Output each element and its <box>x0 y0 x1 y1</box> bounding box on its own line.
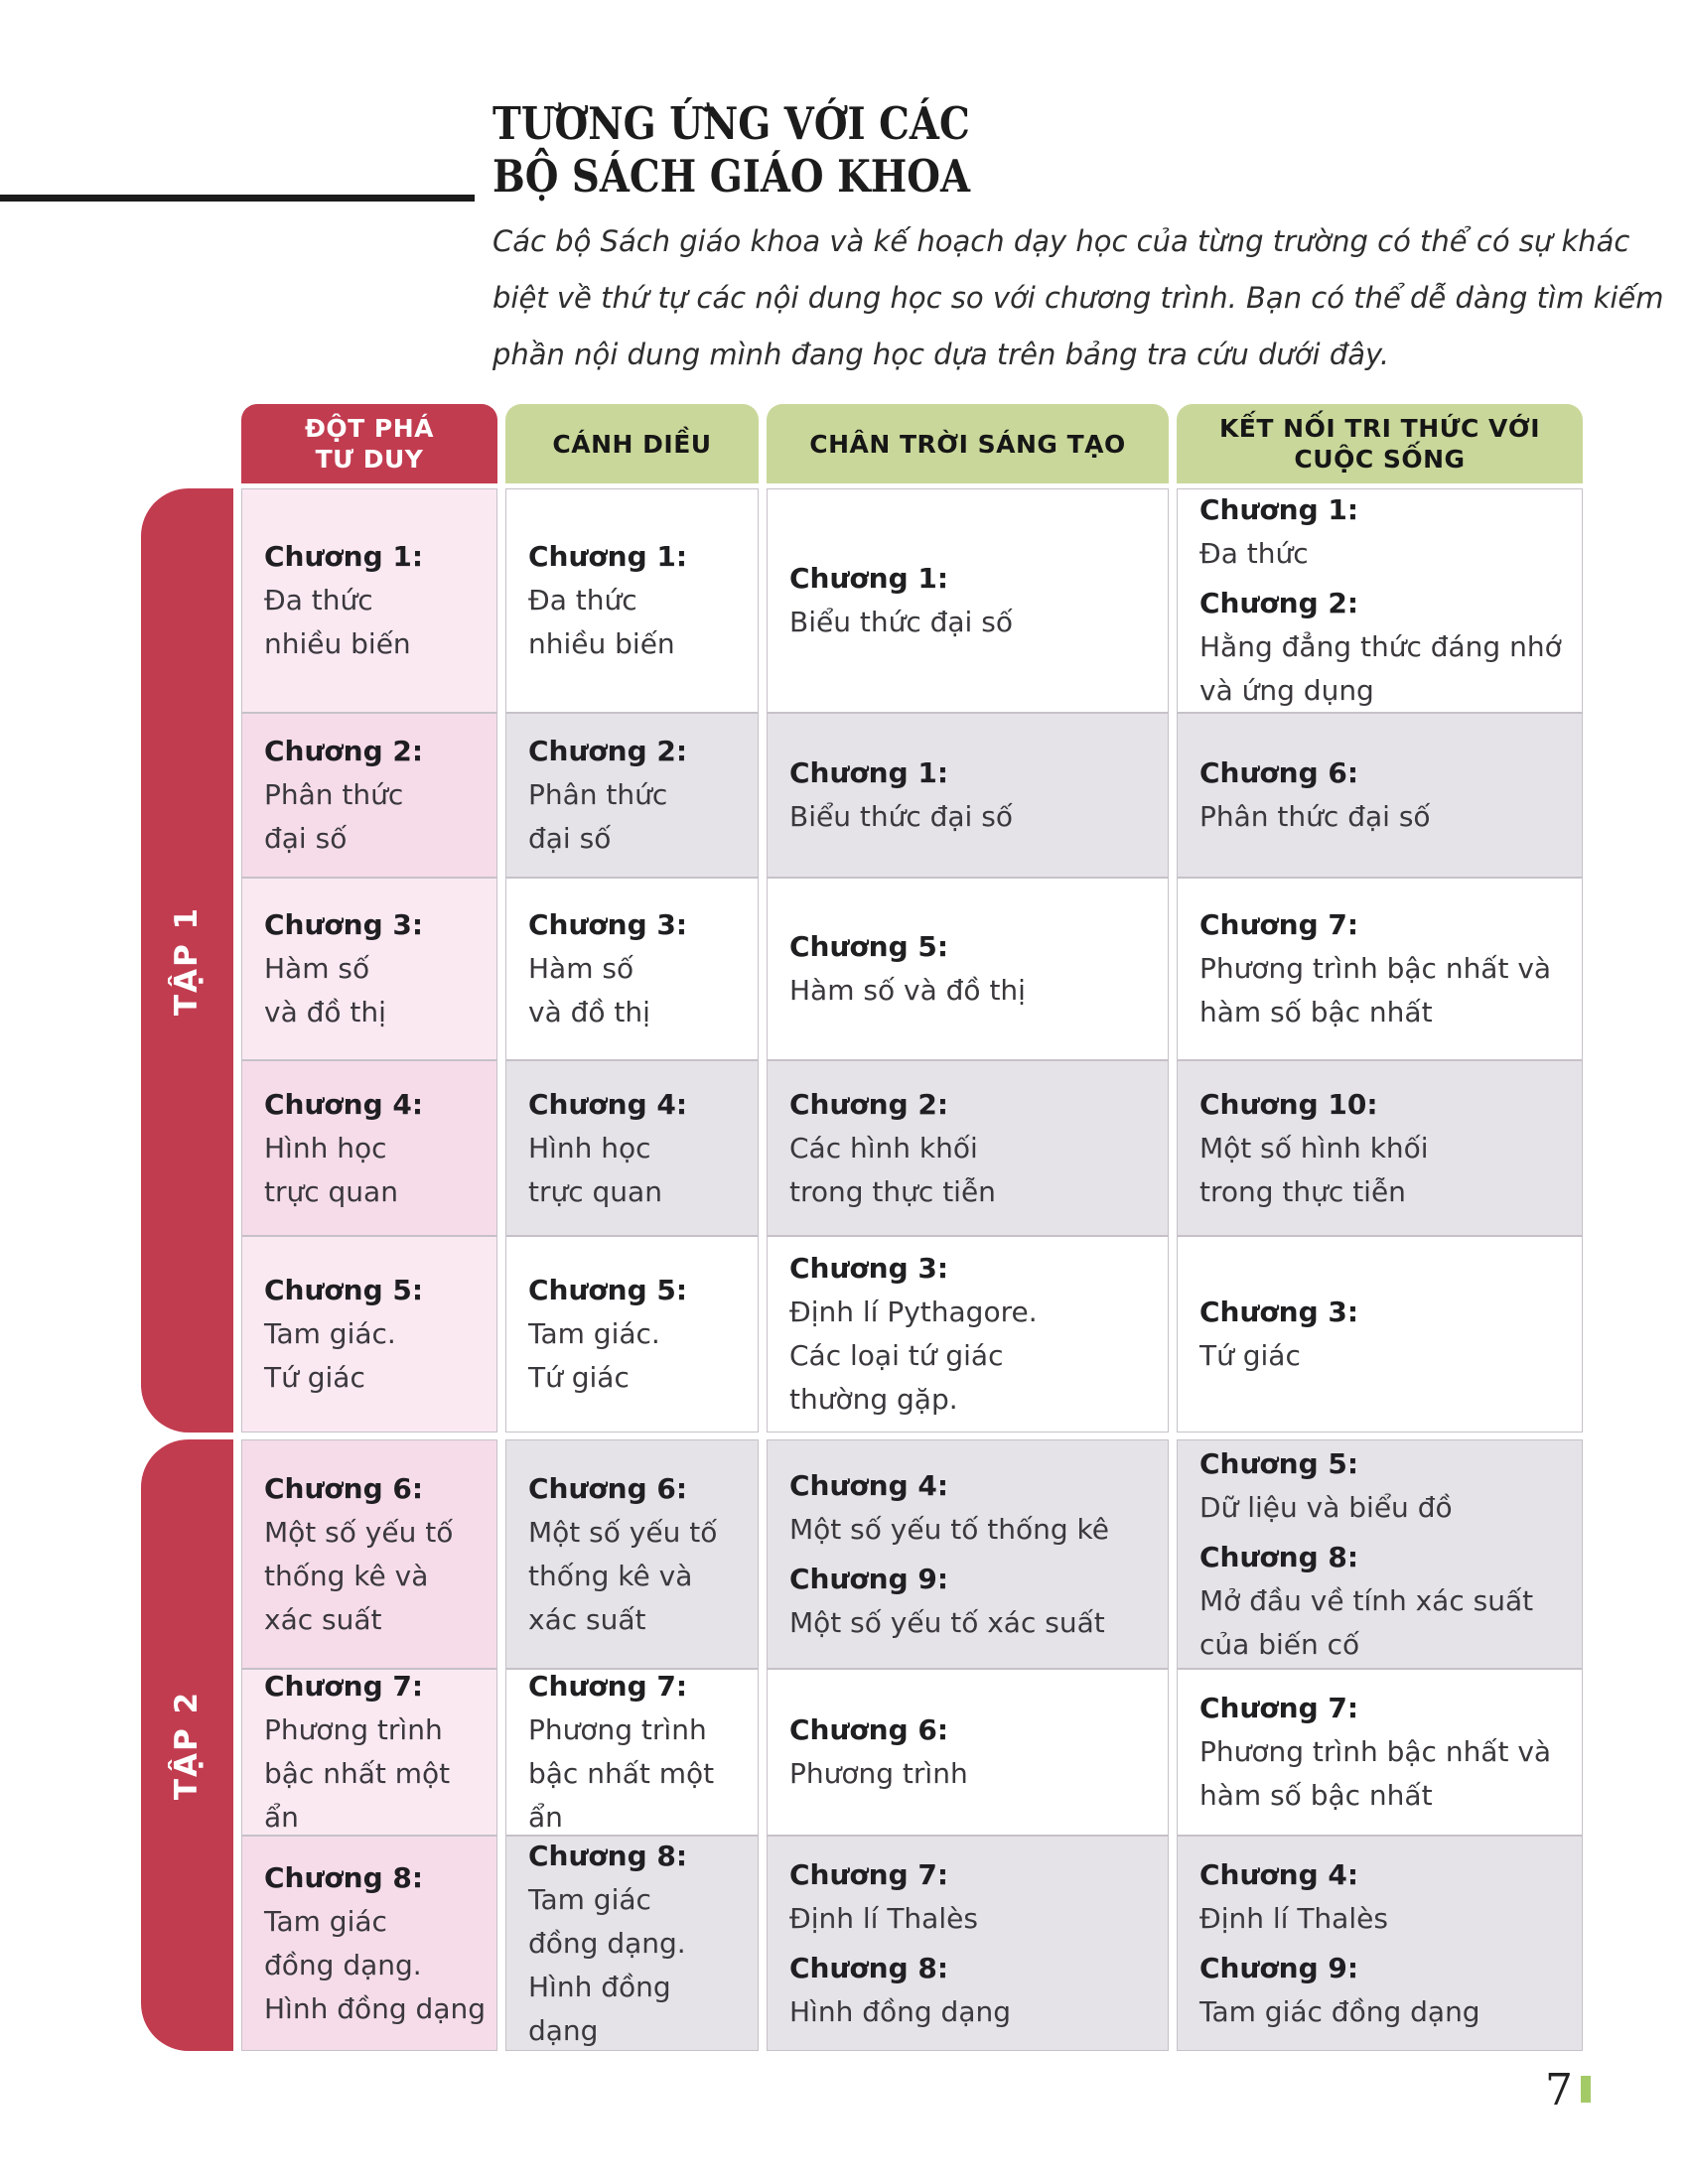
header-spacer <box>141 404 233 483</box>
chapter-text-line: Định lí Thalès <box>789 1901 978 1935</box>
chapter-label: Chương 8: <box>264 1860 424 1894</box>
group-2 <box>141 1439 1583 2051</box>
column-header-1 <box>241 404 497 483</box>
correspondence-table <box>141 404 1583 2051</box>
table-cell-g2-r3-c4 <box>1177 1836 1583 2051</box>
chapter-text-line: Phân thức <box>528 778 668 811</box>
chapter-text-line: Định lí Pythagore. <box>789 1296 1038 1328</box>
page-number: 7 <box>1545 2065 1573 2116</box>
table-cell-g1-r1-c2 <box>505 488 759 713</box>
chapter-text-line: Các hình khối <box>789 1131 978 1164</box>
table-cell-g1-r3-c3 <box>767 878 1169 1060</box>
chapter-text-line: đồng dạng. <box>264 1948 422 1981</box>
chapter-label: Chương 3: <box>789 1252 949 1285</box>
chapter-text-line: Tam giác đồng dạng <box>1199 1994 1480 2028</box>
table-cell-g2-r1-c1 <box>241 1439 497 1669</box>
table-cell-g1-r5-c3 <box>767 1236 1169 1433</box>
table-cell-g1-r2-c1 <box>241 713 497 878</box>
chapter-label: Chương 2: <box>789 1087 949 1121</box>
table-cell-g2-r2-c1 <box>241 1669 497 1836</box>
chapter-text-line: Các loại tứ giác <box>789 1339 1004 1372</box>
chapter-label: Chương 8: <box>789 1951 949 1984</box>
chapter-label: Chương 3: <box>528 908 688 941</box>
column-header-line: ĐỘT PHÁ <box>304 414 435 443</box>
chapter-text-line: Một số yếu tố <box>528 1515 718 1549</box>
chapter-label: Chương 9: <box>789 1562 949 1595</box>
chapter-text-line: Một số yếu tố thống kê <box>789 1512 1109 1546</box>
chapter-text-line: nhiều biến <box>264 627 411 660</box>
chapter-label: Chương 7: <box>1199 1692 1359 1724</box>
chapter-text-line: Tứ giác <box>264 1361 365 1394</box>
column-header-3 <box>767 404 1169 483</box>
table-cell-g1-r2-c3 <box>767 713 1169 878</box>
chapter-text-line: Đa thức <box>528 584 637 616</box>
volume-tab-2 <box>141 1439 233 2051</box>
table-cell-g1-r1-c3 <box>767 488 1169 713</box>
chapter-label: Chương 4: <box>528 1087 688 1121</box>
page-number-marker <box>1581 2076 1591 2103</box>
page-title-line-1: TƯƠNG ỨNG VỚI CÁC <box>492 97 970 150</box>
page-title <box>492 97 970 203</box>
chapter-text-line: nhiều biến <box>528 627 675 660</box>
table-cell-g1-r1-c4 <box>1177 488 1583 713</box>
table-cell-g2-r2-c2 <box>505 1669 759 1836</box>
chapter-text-line: thường gặp. <box>789 1383 958 1416</box>
chapter-text-line: Tam giác. <box>528 1317 660 1350</box>
group-1 <box>141 488 1583 1433</box>
chapter-text-line: Hình đồng dạng <box>789 1994 1012 2028</box>
table-cell-g2-r1-c3 <box>767 1439 1169 1669</box>
chapter-label: Chương 5: <box>1199 1446 1359 1480</box>
volume-tab-label: TẬP 2 <box>169 1690 206 1801</box>
chapter-text-line: Biểu thức đại số <box>789 800 1013 833</box>
chapter-text-line: thống kê và <box>264 1559 429 1592</box>
chapter-text-line: trực quan <box>264 1174 398 1208</box>
chapter-text-line: Một số yếu tố xác suất <box>789 1605 1105 1639</box>
chapter-text-line: của biến cố <box>1199 1627 1360 1661</box>
page-footer <box>1545 2067 1591 2115</box>
chapter-text-line: Mở đầu về tính xác suất <box>1199 1583 1534 1617</box>
table-cell-g2-r1-c4 <box>1177 1439 1583 1669</box>
title-rule <box>0 195 475 202</box>
chapter-text-line: Tứ giác <box>528 1361 630 1394</box>
table-cell-g1-r3-c2 <box>505 878 759 1060</box>
chapter-text-line: và đồ thị <box>528 996 650 1028</box>
table-cell-g2-r3-c2 <box>505 1836 759 2051</box>
table-cell-g2-r3-c3 <box>767 1836 1169 2051</box>
column-header-line: KẾT NỐI TRI THỨC VỚI <box>1218 414 1541 443</box>
chapter-text-line: Tam giác <box>528 1882 651 1916</box>
chapter-label: Chương 7: <box>789 1857 949 1891</box>
table-cell-g1-r4-c4 <box>1177 1060 1583 1236</box>
chapter-label: Chương 7: <box>1199 908 1359 941</box>
chapter-label: Chương 8: <box>528 1839 688 1872</box>
chapter-label: Chương 7: <box>528 1670 688 1703</box>
chapter-label: Chương 4: <box>789 1468 949 1502</box>
chapter-text-line: Hằng đẳng thức đáng nhớ <box>1199 630 1562 663</box>
chapter-text-line: Định lí Thalès <box>1199 1901 1388 1935</box>
chapter-label: Chương 2: <box>528 735 688 767</box>
chapter-text-line: Phương trình <box>528 1713 707 1746</box>
chapter-text-line: Hình đồng dạng <box>528 1970 671 2047</box>
table-cell-g2-r2-c3 <box>767 1669 1169 1836</box>
chapter-text-line: Đa thức <box>264 584 373 616</box>
chapter-text-line: Phương trình <box>264 1713 443 1746</box>
chapter-label: Chương 5: <box>264 1274 424 1306</box>
volume-tab-1 <box>141 488 233 1433</box>
chapter-label: Chương 1: <box>789 756 949 789</box>
table-cell-g1-r5-c2 <box>505 1236 759 1433</box>
table-cell-g1-r4-c3 <box>767 1060 1169 1236</box>
chapter-text-line: Biểu thức đại số <box>789 606 1013 638</box>
chapter-text-line: xác suất <box>264 1602 382 1636</box>
chapter-text-line: bậc nhất một ẩn <box>528 1757 715 1834</box>
chapter-text-line: trong thực tiễn <box>1199 1174 1406 1208</box>
table-cell-g1-r4-c2 <box>505 1060 759 1236</box>
chapter-text-line: Phương trình bậc nhất và <box>1199 952 1552 985</box>
intro-line-2: biệt về thứ tự các nội dung học so với chương trình. Bạn có thể dễ dàng tìm kiếm <box>492 281 1664 315</box>
column-header-line: TƯ DUY <box>315 445 424 474</box>
chapter-text-line: và đồ thị <box>264 996 386 1028</box>
chapter-text-line: trực quan <box>528 1174 662 1208</box>
chapter-label: Chương 5: <box>789 930 949 963</box>
chapter-text-line: Hình học <box>264 1131 387 1164</box>
chapter-label: Chương 8: <box>1199 1540 1359 1573</box>
chapter-label: Chương 1: <box>1199 493 1359 526</box>
intro-line-1: Các bộ Sách giáo khoa và kế hoạch dạy học của từng trường có thể có sự khác <box>492 224 1630 258</box>
table-cell-g1-r1-c1 <box>241 488 497 713</box>
chapter-text-line: Một số hình khối <box>1199 1131 1429 1164</box>
chapter-text-line: Đa thức <box>1199 537 1309 570</box>
chapter-label: Chương 6: <box>1199 756 1359 789</box>
chapter-text-line: Một số yếu tố <box>264 1515 454 1549</box>
column-header-line: CÁNH DIỀU <box>552 429 712 459</box>
chapter-label: Chương 6: <box>789 1713 949 1746</box>
chapter-text-line: Phân thức đại số <box>1199 800 1431 833</box>
chapter-text-line: hàm số bậc nhất <box>1199 1779 1433 1812</box>
chapter-label: Chương 6: <box>528 1471 688 1505</box>
table-cell-g2-r3-c1 <box>241 1836 497 2051</box>
chapter-text-line: Hàm số <box>264 952 370 985</box>
chapter-label: Chương 1: <box>789 562 949 595</box>
column-header-line: CHÂN TRỜI SÁNG TẠO <box>809 429 1126 459</box>
chapter-label: Chương 4: <box>1199 1857 1359 1891</box>
chapter-text-line: đại số <box>528 822 612 855</box>
chapter-text-line: thống kê và <box>528 1559 693 1592</box>
table-cell-g1-r5-c1 <box>241 1236 497 1433</box>
chapter-label: Chương 4: <box>264 1087 424 1121</box>
chapter-text-line: Tam giác <box>264 1904 387 1938</box>
chapter-text-line: Tứ giác <box>1199 1339 1301 1372</box>
chapter-label: Chương 1: <box>528 540 688 573</box>
chapter-label: Chương 7: <box>264 1670 424 1703</box>
table-cell-g2-r1-c2 <box>505 1439 759 1669</box>
page-title-line-2: BỘ SÁCH GIÁO KHOA <box>492 150 971 203</box>
chapter-text-line: Phân thức <box>264 778 404 811</box>
chapter-text-line: và ứng dụng <box>1199 674 1374 707</box>
volume-tab-label: TẬP 1 <box>169 905 206 1016</box>
chapter-text-line: đồng dạng. <box>528 1926 686 1960</box>
chapter-text-line: đại số <box>264 822 348 855</box>
chapter-text-line: Hàm số <box>528 952 634 985</box>
chapter-text-line: Phương trình <box>789 1757 968 1790</box>
intro-line-3: phần nội dung mình đang học dựa trên bảng tra cứu dưới đây. <box>492 338 1390 371</box>
chapter-text-line: Hình đồng dạng <box>264 1991 487 2025</box>
table-cell-g1-r2-c4 <box>1177 713 1583 878</box>
table-cell-g2-r2-c4 <box>1177 1669 1583 1836</box>
chapter-text-line: xác suất <box>528 1602 646 1636</box>
chapter-label: Chương 2: <box>264 735 424 767</box>
column-header-4 <box>1177 404 1583 483</box>
table-cell-g1-r4-c1 <box>241 1060 497 1236</box>
chapter-text-line: trong thực tiễn <box>789 1174 996 1208</box>
table-cell-g1-r2-c2 <box>505 713 759 878</box>
chapter-label: Chương 2: <box>1199 587 1359 619</box>
chapter-text-line: Phương trình bậc nhất và <box>1199 1735 1552 1768</box>
table-cell-g1-r3-c4 <box>1177 878 1583 1060</box>
table-cell-g1-r3-c1 <box>241 878 497 1060</box>
column-header-line: CUỘC SỐNG <box>1294 445 1466 474</box>
table-header-row <box>141 404 1583 483</box>
intro-paragraph <box>492 224 1664 394</box>
column-header-2 <box>505 404 759 483</box>
chapter-label: Chương 5: <box>528 1274 688 1306</box>
chapter-text-line: Hình học <box>528 1131 651 1164</box>
chapter-text-line: hàm số bậc nhất <box>1199 996 1433 1028</box>
table-cell-g1-r5-c4 <box>1177 1236 1583 1433</box>
chapter-label: Chương 9: <box>1199 1951 1359 1984</box>
chapter-label: Chương 6: <box>264 1471 424 1505</box>
chapter-text-line: bậc nhất một ẩn <box>264 1757 451 1834</box>
chapter-text-line: Dữ liệu và biểu đồ <box>1199 1490 1453 1524</box>
chapter-label: Chương 10: <box>1199 1087 1378 1121</box>
chapter-label: Chương 1: <box>264 540 424 573</box>
chapter-text-line: Hàm số và đồ thị <box>789 974 1026 1007</box>
chapter-label: Chương 3: <box>264 908 424 941</box>
chapter-label: Chương 3: <box>1199 1296 1359 1328</box>
chapter-text-line: Tam giác. <box>264 1317 396 1350</box>
